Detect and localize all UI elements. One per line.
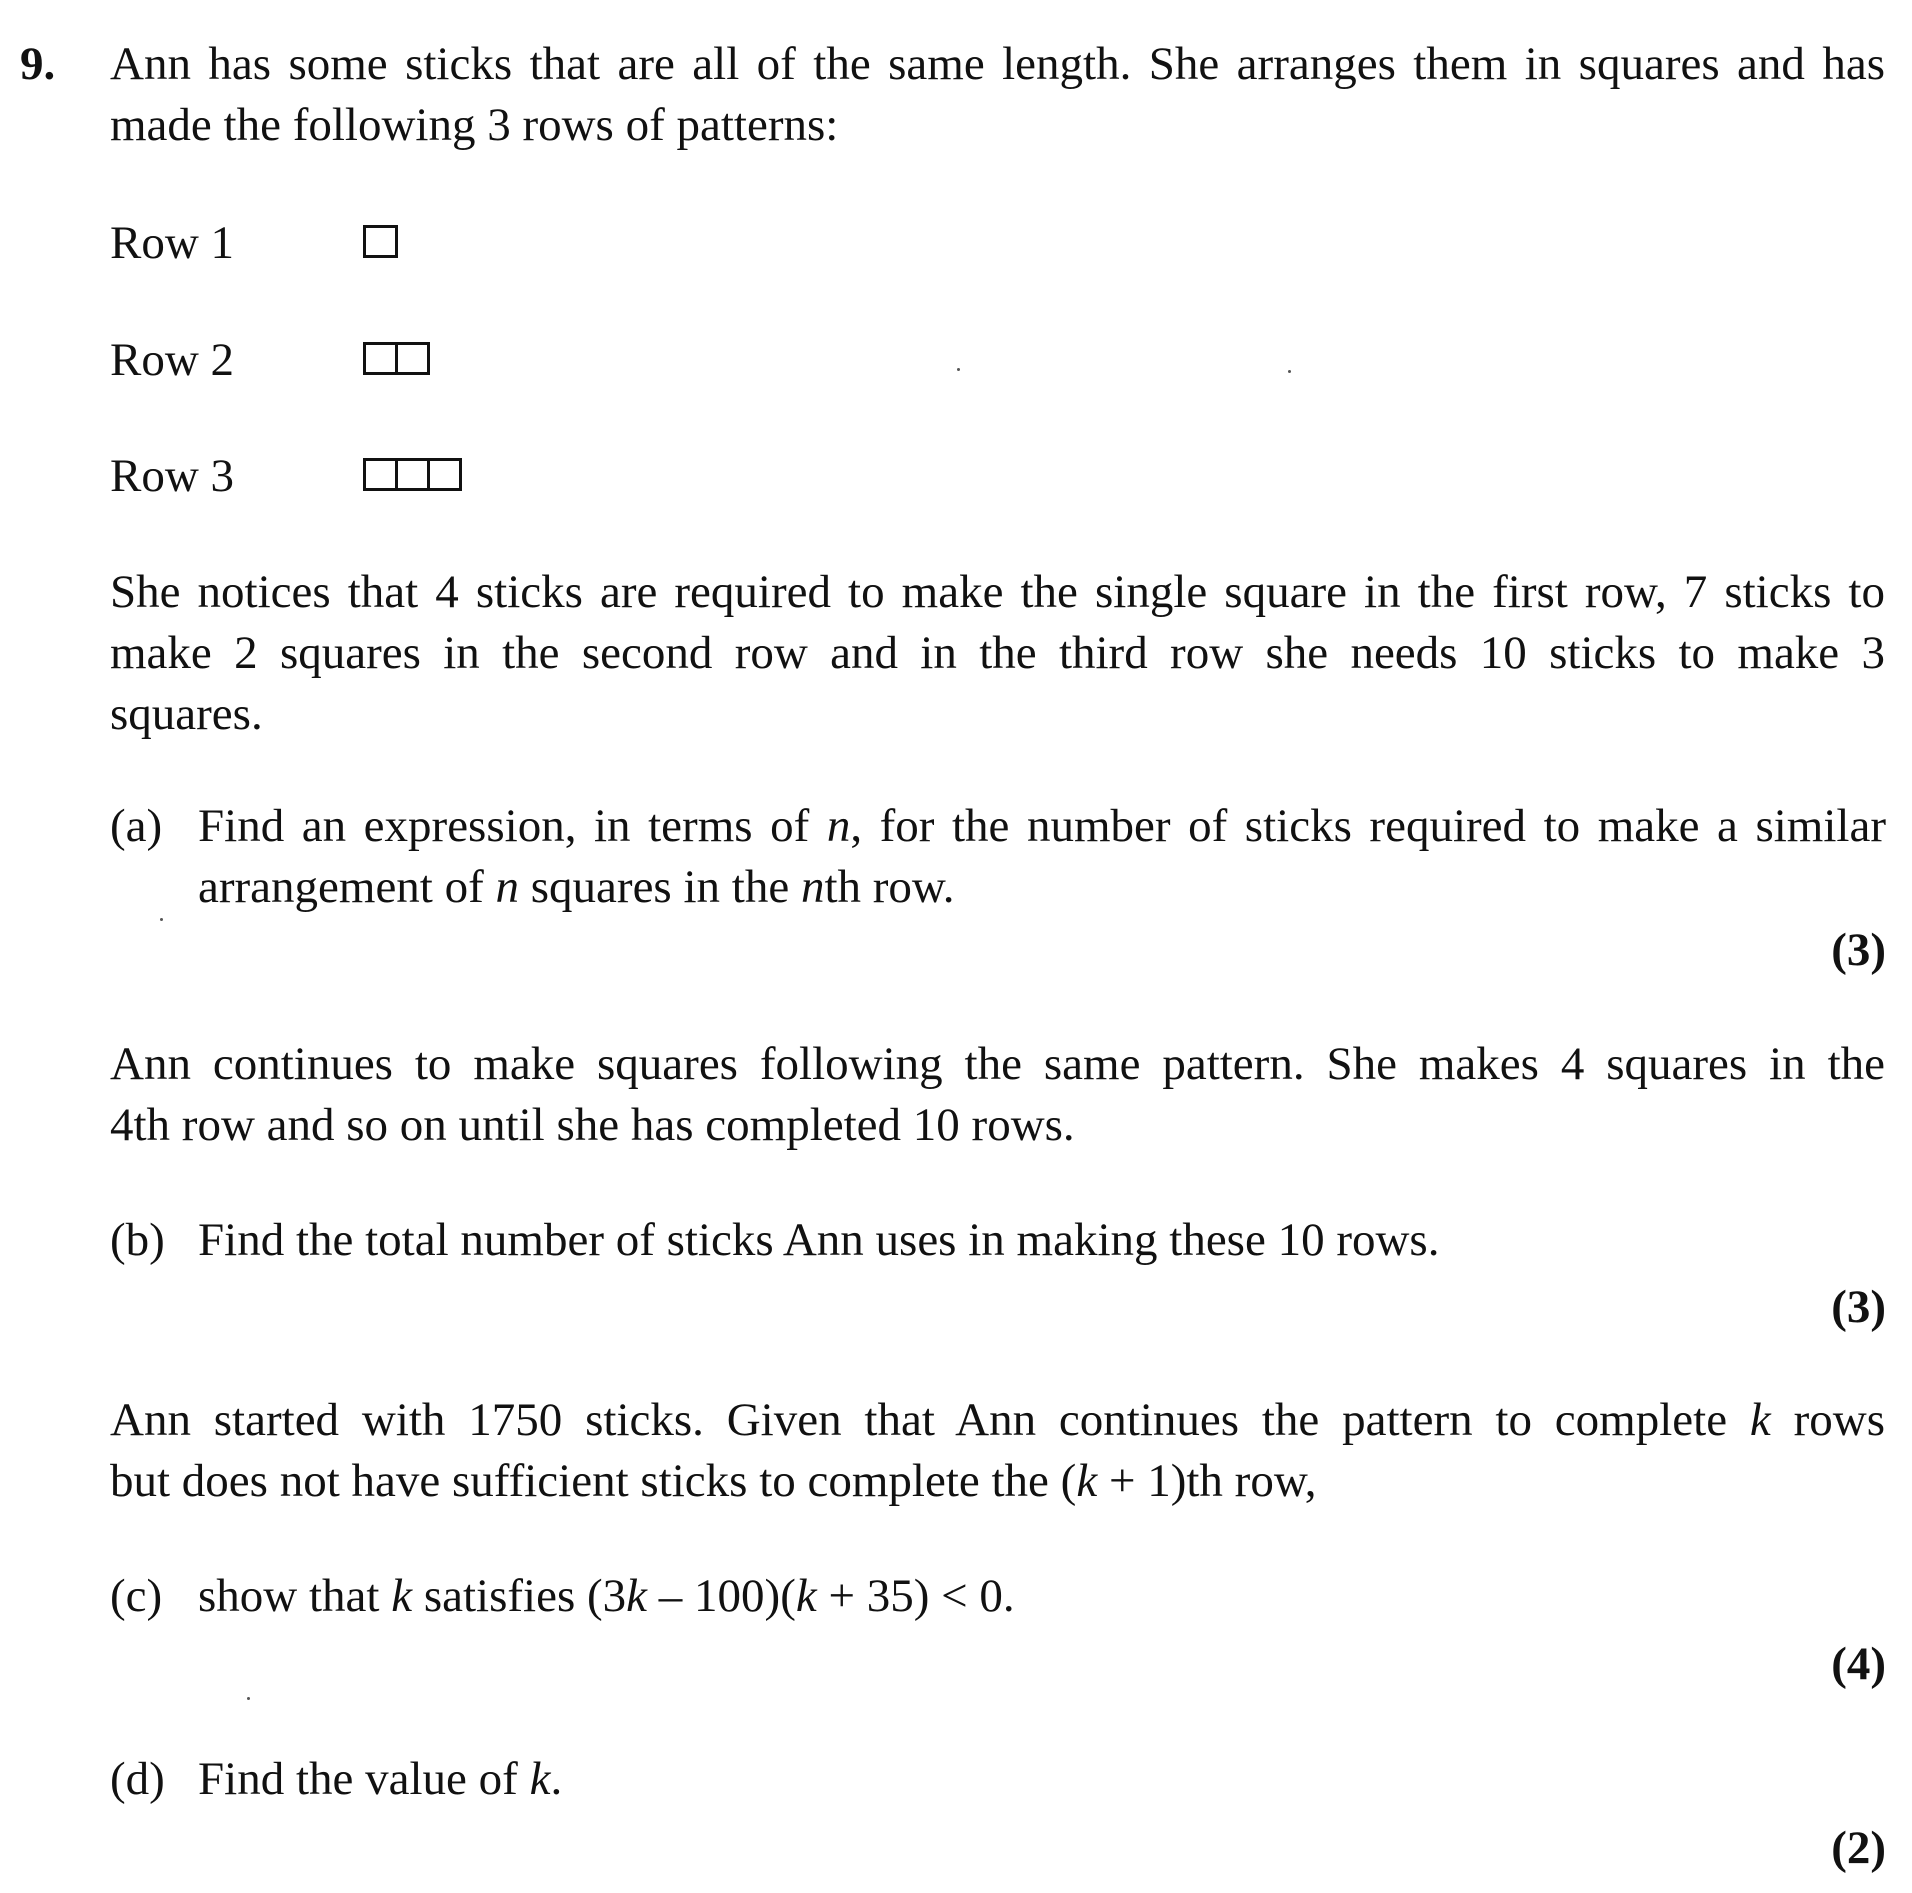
part-a-marks: (3) [1831,924,1886,976]
part-c-text [198,1566,1886,1627]
part-c-text-span: satisfies (3 [412,1570,627,1622]
square-stick-shape [363,342,398,375]
part-a-text-span: , for the number of sticks required to make a similar [850,800,1886,852]
part-a-text-span: squares in the [519,861,801,913]
variable-k: k [1749,1394,1771,1446]
start-paragraph [110,1390,1885,1512]
intro-line-1: Ann has some sticks that are all of the same length. She arranges them in squares and has [110,38,1885,90]
continue-line-2: 4th row and so on until she has completed 10 rows. [110,1099,1075,1151]
start-text-span: Ann started with 1750 sticks. Given that Ann continues the pattern to complete [110,1394,1750,1446]
square-stick-shape [363,225,398,258]
question-number: 9. [20,38,56,90]
part-d-text-span: . [550,1753,563,1805]
square-stick-shape [395,342,430,375]
scan-speck [957,368,960,371]
variable-n: n [495,861,520,913]
start-line-1 [110,1390,1885,1451]
variable-k: k [1076,1455,1098,1507]
question-intro [110,34,1885,156]
part-a-text-span: th row. [824,861,955,913]
variable-k: k [795,1570,817,1622]
part-c-text-span: + 35) < 0. [816,1570,1015,1622]
part-c-text-span: – 100)( [647,1570,796,1622]
start-text-span: but does not have sufficient sticks to complete the ( [110,1455,1077,1507]
part-c-text-span: show that [198,1570,392,1622]
part-c-label: (c) [110,1570,163,1622]
variable-k: k [626,1570,648,1622]
square-stick-shape [427,458,462,491]
part-a-label: (a) [110,800,163,852]
square-stick-shape [363,458,398,491]
start-text-span: + 1)th row, [1097,1455,1317,1507]
variable-k: k [391,1570,413,1622]
part-d-label: (d) [110,1753,165,1805]
part-c-marks: (4) [1831,1638,1886,1690]
part-a-text-span: Find an expression, in terms of [198,800,827,852]
part-a-text-span: arrangement of [198,861,496,913]
row-2-squares [363,342,427,380]
scan-speck [160,918,163,921]
intro-line-2: made the following 3 rows of patterns: [110,99,839,151]
part-b-text: Find the total number of sticks Ann uses in making these 10 rows. [198,1214,1440,1266]
variable-n: n [826,800,851,852]
continue-line-1: Ann continues to make squares following the same pattern. She makes 4 squares in the [110,1038,1885,1090]
part-d-text [198,1749,1886,1810]
variable-k: k [529,1753,551,1805]
part-d-marks: (2) [1831,1822,1886,1874]
variable-n: n [800,861,825,913]
notice-line-2: make 2 squares in the second row and in the third row she needs 10 sticks to make 3 [110,627,1885,679]
part-a-text [198,796,1886,918]
start-line-2 [110,1451,1885,1512]
scan-speck [247,1697,250,1700]
notice-line-3: squares. [110,688,263,740]
start-text-span: rows [1770,1394,1885,1446]
part-a-line-1 [198,796,1886,857]
part-b-label: (b) [110,1214,165,1266]
part-a-line-2 [198,857,1886,918]
row-2-label: Row 2 [110,334,235,386]
scan-speck [1288,370,1291,373]
row-3-label: Row 3 [110,450,235,502]
notice-paragraph [110,562,1885,745]
notice-line-1: She notices that 4 sticks are required to make the single square in the first row, 7 sticks to [110,566,1885,618]
row-3-squares [363,458,459,496]
part-d-text-span: Find the value of [198,1753,530,1805]
continue-paragraph [110,1034,1885,1156]
row-1-label: Row 1 [110,217,235,269]
part-b-marks: (3) [1831,1281,1886,1333]
row-1-squares [363,225,395,263]
square-stick-shape [395,458,430,491]
